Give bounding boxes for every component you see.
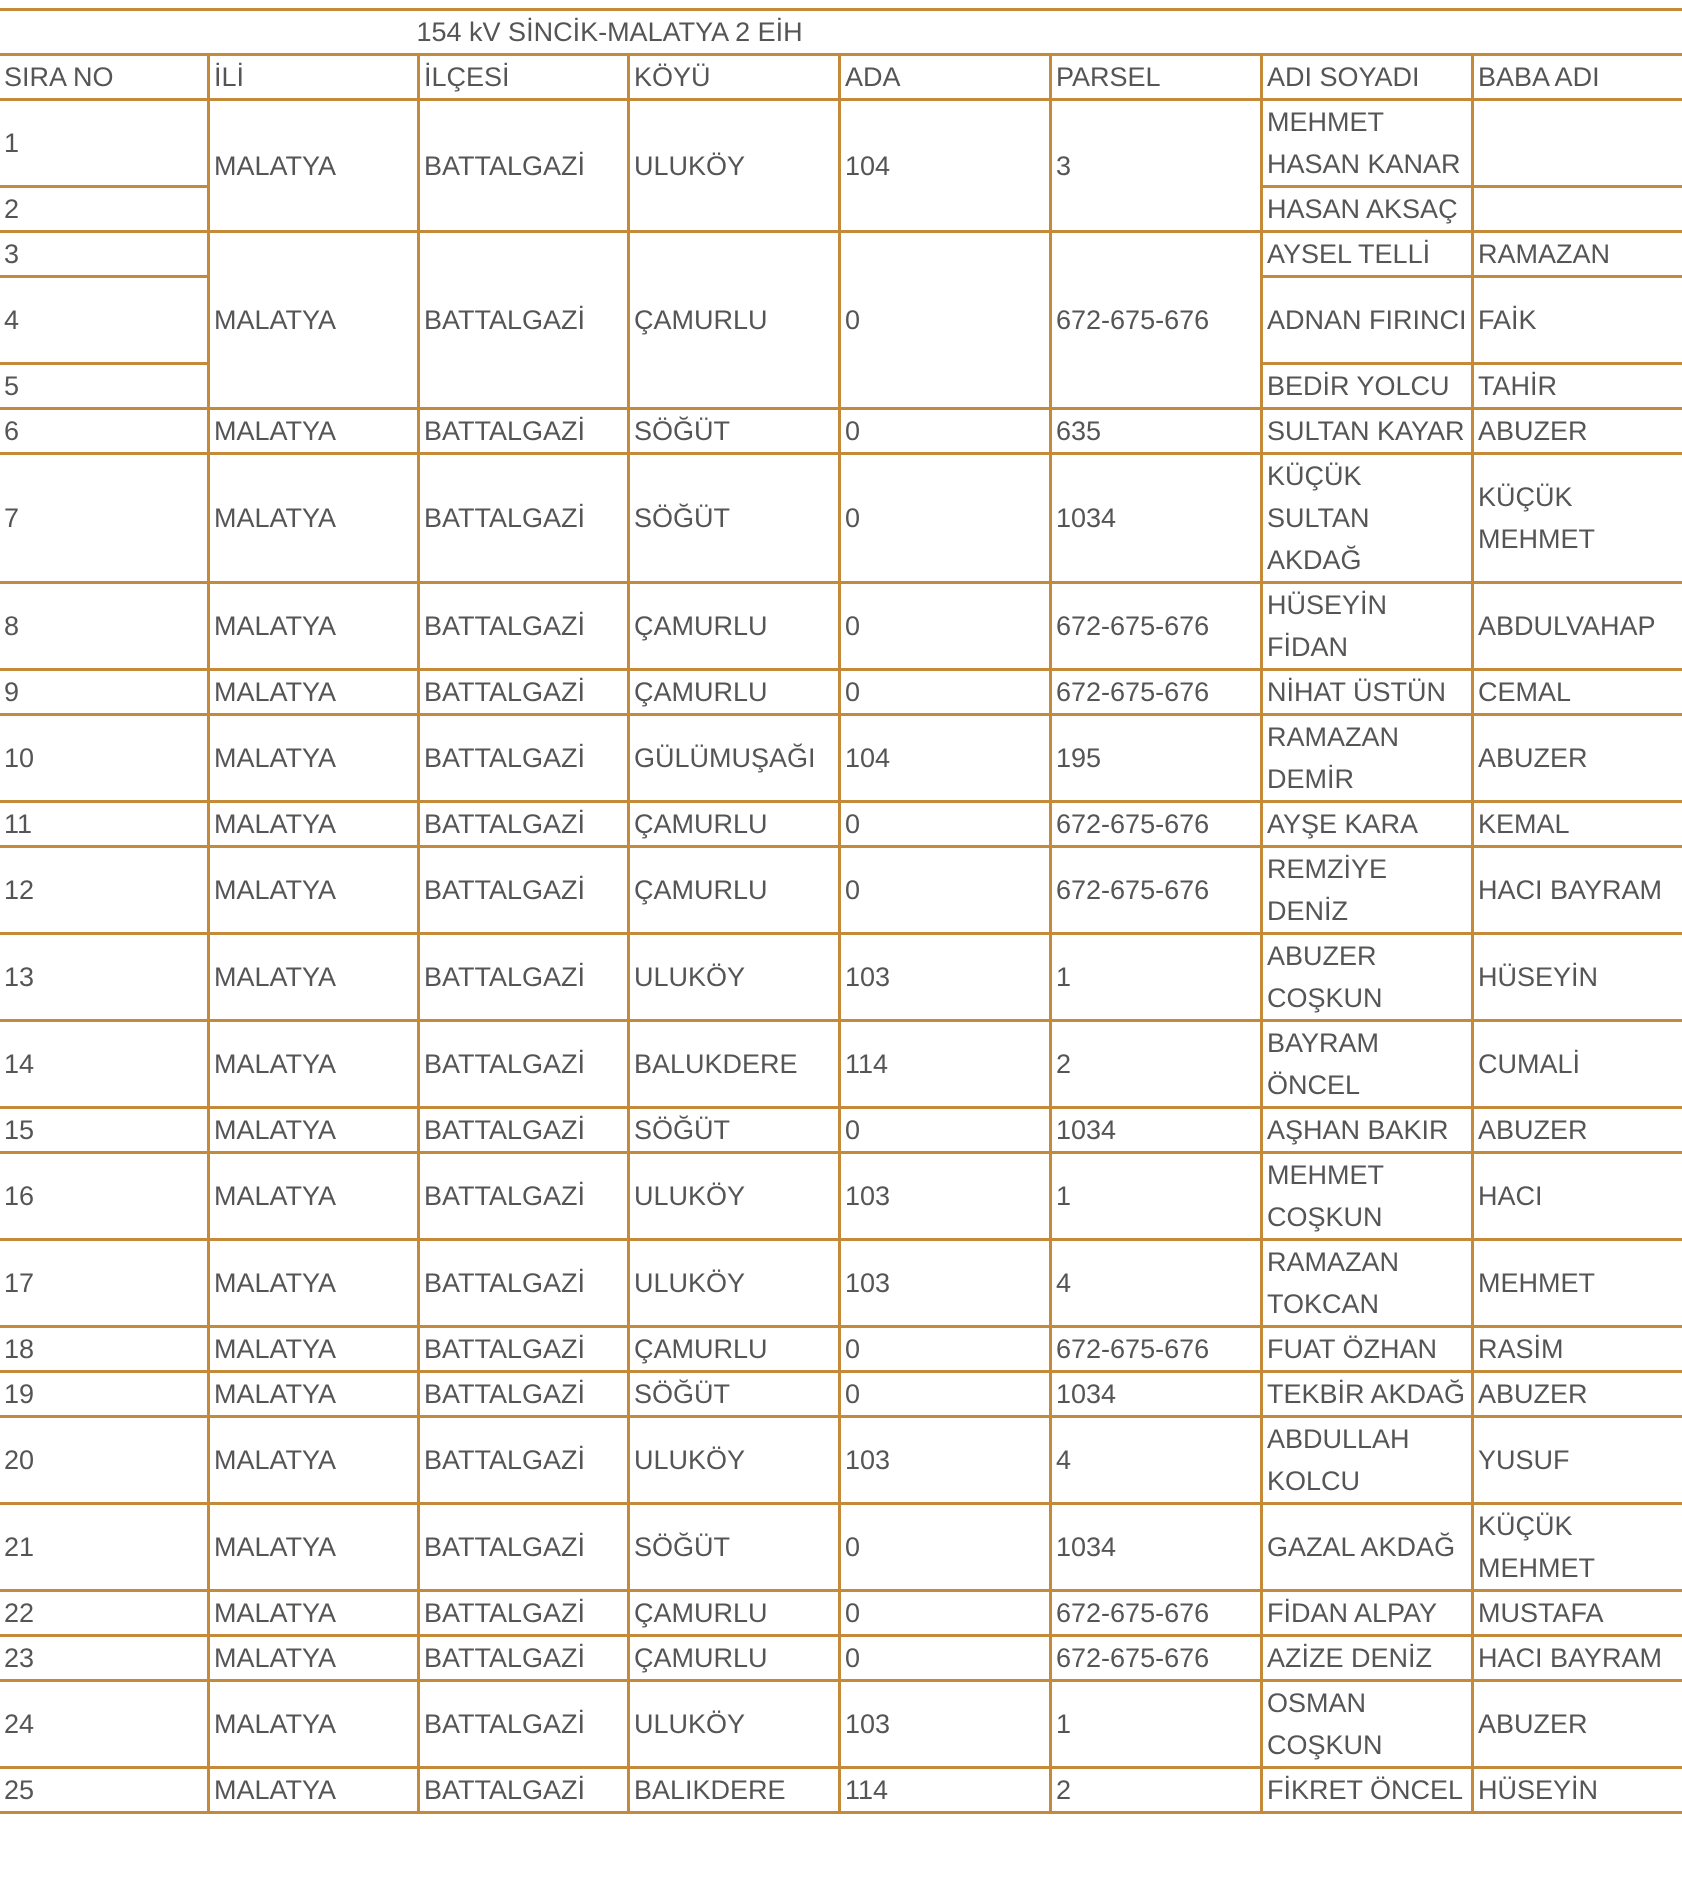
cell-ada: 0 (840, 583, 1051, 670)
cell-ada: 0 (840, 454, 1051, 583)
cell-baba-adi: HACI BAYRAM (1473, 1636, 1682, 1681)
cell-adi-soyadi: AŞHAN BAKIR (1262, 1108, 1473, 1153)
cell-parsel: 672-675-676 (1051, 847, 1262, 934)
cell-koyu: BALIKDERE (629, 1768, 840, 1813)
cell-ada: 0 (840, 1327, 1051, 1372)
cell-parsel: 2 (1051, 1768, 1262, 1813)
cell-sira-no: 5 (0, 364, 209, 409)
cell-ada: 114 (840, 1021, 1051, 1108)
table-row (0, 847, 1682, 934)
cell-baba-adi: HÜSEYİN (1473, 1768, 1682, 1813)
table-row (0, 1021, 1682, 1108)
cell-parsel: 4 (1051, 1417, 1262, 1504)
expropriation-table (0, 8, 1682, 1814)
cell-sira-no: 18 (0, 1327, 209, 1372)
cell-koyu: ÇAMURLU (629, 847, 840, 934)
cell-koyu: SÖĞÜT (629, 1504, 840, 1591)
cell-baba-adi: CUMALİ (1473, 1021, 1682, 1108)
cell-ili: MALATYA (209, 1636, 419, 1681)
cell-ada: 0 (840, 1636, 1051, 1681)
cell-parsel: 672-675-676 (1051, 670, 1262, 715)
cell-ada: 0 (840, 1504, 1051, 1591)
cell-koyu: ÇAMURLU (629, 232, 840, 409)
cell-sira-no: 4 (0, 277, 209, 364)
cell-ilcesi: BATTALGAZİ (419, 934, 629, 1021)
cell-baba-adi: HÜSEYİN (1473, 934, 1682, 1021)
cell-ilcesi: BATTALGAZİ (419, 454, 629, 583)
cell-ada: 0 (840, 1591, 1051, 1636)
cell-sira-no: 10 (0, 715, 209, 802)
table-row (0, 1153, 1682, 1240)
cell-sira-no: 15 (0, 1108, 209, 1153)
cell-parsel: 195 (1051, 715, 1262, 802)
cell-ilcesi: BATTALGAZİ (419, 1372, 629, 1417)
cell-koyu: ÇAMURLU (629, 1327, 840, 1372)
cell-sira-no: 17 (0, 1240, 209, 1327)
cell-parsel: 2 (1051, 1021, 1262, 1108)
cell-ili: MALATYA (209, 454, 419, 583)
cell-baba-adi: ABUZER (1473, 1372, 1682, 1417)
cell-sira-no: 25 (0, 1768, 209, 1813)
cell-ili: MALATYA (209, 802, 419, 847)
cell-adi-soyadi: AYSEL TELLİ (1262, 232, 1473, 277)
cell-ili: MALATYA (209, 1021, 419, 1108)
cell-sira-no: 22 (0, 1591, 209, 1636)
table-row (0, 934, 1682, 1021)
cell-ilcesi: BATTALGAZİ (419, 802, 629, 847)
cell-ili: MALATYA (209, 100, 419, 232)
cell-sira-no: 1 (0, 100, 209, 187)
cell-parsel: 672-675-676 (1051, 583, 1262, 670)
cell-adi-soyadi: SULTAN KAYAR (1262, 409, 1473, 454)
cell-ilcesi: BATTALGAZİ (419, 1417, 629, 1504)
table-row (0, 1372, 1682, 1417)
cell-parsel: 672-675-676 (1051, 802, 1262, 847)
cell-ili: MALATYA (209, 1240, 419, 1327)
cell-adi-soyadi: AZİZE DENİZ (1262, 1636, 1473, 1681)
cell-adi-soyadi: GAZAL AKDAĞ (1262, 1504, 1473, 1591)
cell-adi-soyadi: AYŞE KARA (1262, 802, 1473, 847)
cell-ili: MALATYA (209, 1591, 419, 1636)
cell-koyu: ÇAMURLU (629, 583, 840, 670)
cell-sira-no: 2 (0, 187, 209, 232)
cell-adi-soyadi: RAMAZAN DEMİR (1262, 715, 1473, 802)
cell-koyu: ULUKÖY (629, 1153, 840, 1240)
cell-baba-adi: MUSTAFA (1473, 1591, 1682, 1636)
cell-ili: MALATYA (209, 715, 419, 802)
cell-baba-adi (1473, 187, 1682, 232)
cell-koyu: BALUKDERE (629, 1021, 840, 1108)
cell-sira-no: 14 (0, 1021, 209, 1108)
cell-baba-adi: FAİK (1473, 277, 1682, 364)
cell-baba-adi (1473, 100, 1682, 187)
cell-adi-soyadi: MEHMET COŞKUN (1262, 1153, 1473, 1240)
cell-ada: 0 (840, 1372, 1051, 1417)
cell-sira-no: 24 (0, 1681, 209, 1768)
cell-sira-no: 11 (0, 802, 209, 847)
header-row (0, 55, 1682, 100)
cell-ilcesi: BATTALGAZİ (419, 1591, 629, 1636)
cell-koyu: SÖĞÜT (629, 454, 840, 583)
cell-sira-no: 12 (0, 847, 209, 934)
cell-ada: 103 (840, 1153, 1051, 1240)
header-ada: ADA (840, 55, 1051, 100)
cell-koyu: ÇAMURLU (629, 1636, 840, 1681)
cell-adi-soyadi: NİHAT ÜSTÜN (1262, 670, 1473, 715)
cell-baba-adi: HACI (1473, 1153, 1682, 1240)
cell-ada: 0 (840, 409, 1051, 454)
cell-koyu: SÖĞÜT (629, 1108, 840, 1153)
cell-ilcesi: BATTALGAZİ (419, 1021, 629, 1108)
table-row (0, 1504, 1682, 1591)
cell-adi-soyadi: BEDİR YOLCU (1262, 364, 1473, 409)
cell-ili: MALATYA (209, 1681, 419, 1768)
cell-ilcesi: BATTALGAZİ (419, 1636, 629, 1681)
cell-ilcesi: BATTALGAZİ (419, 232, 629, 409)
cell-baba-adi: YUSUF (1473, 1417, 1682, 1504)
table-row (0, 715, 1682, 802)
cell-adi-soyadi: RAMAZAN TOKCAN (1262, 1240, 1473, 1327)
cell-ada: 103 (840, 1417, 1051, 1504)
table-title: 154 kV SİNCİK-MALATYA 2 EİH (0, 10, 1682, 55)
table-row (0, 232, 1682, 277)
cell-adi-soyadi: FİDAN ALPAY (1262, 1591, 1473, 1636)
cell-ilcesi: BATTALGAZİ (419, 715, 629, 802)
cell-koyu: ULUKÖY (629, 1240, 840, 1327)
table-body (0, 409, 1682, 1813)
cell-ada: 104 (840, 100, 1051, 232)
cell-ili: MALATYA (209, 1153, 419, 1240)
cell-ada: 0 (840, 802, 1051, 847)
cell-baba-adi: HACI BAYRAM (1473, 847, 1682, 934)
cell-adi-soyadi: REMZİYE DENİZ (1262, 847, 1473, 934)
cell-baba-adi: RASİM (1473, 1327, 1682, 1372)
cell-ili: MALATYA (209, 409, 419, 454)
cell-koyu: ULUKÖY (629, 1681, 840, 1768)
cell-ili: MALATYA (209, 1768, 419, 1813)
cell-baba-adi: ABUZER (1473, 1681, 1682, 1768)
table-row (0, 409, 1682, 454)
cell-sira-no: 8 (0, 583, 209, 670)
cell-adi-soyadi: TEKBİR AKDAĞ (1262, 1372, 1473, 1417)
cell-sira-no: 3 (0, 232, 209, 277)
cell-ada: 0 (840, 1108, 1051, 1153)
header-parsel: PARSEL (1051, 55, 1262, 100)
cell-ada: 0 (840, 847, 1051, 934)
cell-ili: MALATYA (209, 232, 419, 409)
cell-parsel: 1 (1051, 1153, 1262, 1240)
cell-sira-no: 9 (0, 670, 209, 715)
cell-baba-adi: ABUZER (1473, 1108, 1682, 1153)
cell-baba-adi: KÜÇÜK MEHMET (1473, 1504, 1682, 1591)
header-adi-soyadi: ADI SOYADI (1262, 55, 1473, 100)
table-row (0, 1108, 1682, 1153)
cell-ilcesi: BATTALGAZİ (419, 1240, 629, 1327)
cell-adi-soyadi: HÜSEYİN FİDAN (1262, 583, 1473, 670)
cell-koyu: ÇAMURLU (629, 670, 840, 715)
cell-ilcesi: BATTALGAZİ (419, 670, 629, 715)
cell-sira-no: 6 (0, 409, 209, 454)
cell-baba-adi: KÜÇÜK MEHMET (1473, 454, 1682, 583)
cell-koyu: ÇAMURLU (629, 802, 840, 847)
cell-baba-adi: RAMAZAN (1473, 232, 1682, 277)
cell-ili: MALATYA (209, 583, 419, 670)
cell-parsel: 1 (1051, 934, 1262, 1021)
cell-koyu: SÖĞÜT (629, 409, 840, 454)
table-row (0, 1327, 1682, 1372)
cell-ili: MALATYA (209, 1108, 419, 1153)
table-row (0, 583, 1682, 670)
cell-parsel: 1034 (1051, 1372, 1262, 1417)
cell-parsel: 4 (1051, 1240, 1262, 1327)
cell-baba-adi: KEMAL (1473, 802, 1682, 847)
cell-ilcesi: BATTALGAZİ (419, 409, 629, 454)
cell-ili: MALATYA (209, 1504, 419, 1591)
cell-adi-soyadi: ADNAN FIRINCI (1262, 277, 1473, 364)
cell-parsel: 672-675-676 (1051, 1327, 1262, 1372)
header-baba-adi: BABA ADI (1473, 55, 1682, 100)
cell-parsel: 1034 (1051, 1108, 1262, 1153)
table-row (0, 454, 1682, 583)
header-ili: İLİ (209, 55, 419, 100)
table-row (0, 802, 1682, 847)
cell-adi-soyadi: MEHMET HASAN KANAR (1262, 100, 1473, 187)
header-ilcesi: İLÇESİ (419, 55, 629, 100)
cell-ilcesi: BATTALGAZİ (419, 100, 629, 232)
cell-baba-adi: ABUZER (1473, 409, 1682, 454)
cell-ada: 104 (840, 715, 1051, 802)
table-row (0, 1591, 1682, 1636)
cell-adi-soyadi: HASAN AKSAÇ (1262, 187, 1473, 232)
cell-ili: MALATYA (209, 847, 419, 934)
cell-adi-soyadi: FİKRET ÖNCEL (1262, 1768, 1473, 1813)
cell-sira-no: 23 (0, 1636, 209, 1681)
cell-baba-adi: MEHMET (1473, 1240, 1682, 1327)
cell-baba-adi: ABUZER (1473, 715, 1682, 802)
table-row (0, 1636, 1682, 1681)
header-koyu: KÖYÜ (629, 55, 840, 100)
cell-parsel: 635 (1051, 409, 1262, 454)
cell-ili: MALATYA (209, 934, 419, 1021)
cell-ada: 103 (840, 1681, 1051, 1768)
cell-ilcesi: BATTALGAZİ (419, 583, 629, 670)
cell-ilcesi: BATTALGAZİ (419, 1108, 629, 1153)
cell-baba-adi: CEMAL (1473, 670, 1682, 715)
cell-ili: MALATYA (209, 1417, 419, 1504)
cell-sira-no: 20 (0, 1417, 209, 1504)
cell-parsel: 672-675-676 (1051, 1636, 1262, 1681)
table-row (0, 1768, 1682, 1813)
cell-adi-soyadi: ABDULLAH KOLCU (1262, 1417, 1473, 1504)
cell-parsel: 1034 (1051, 1504, 1262, 1591)
cell-parsel: 3 (1051, 100, 1262, 232)
cell-ilcesi: BATTALGAZİ (419, 1681, 629, 1768)
cell-sira-no: 19 (0, 1372, 209, 1417)
cell-ili: MALATYA (209, 670, 419, 715)
cell-ilcesi: BATTALGAZİ (419, 1327, 629, 1372)
cell-ilcesi: BATTALGAZİ (419, 1768, 629, 1813)
cell-parsel: 672-675-676 (1051, 1591, 1262, 1636)
cell-sira-no: 21 (0, 1504, 209, 1591)
cell-ada: 114 (840, 1768, 1051, 1813)
header-sira-no: SIRA NO (0, 55, 209, 100)
cell-adi-soyadi: KÜÇÜK SULTAN AKDAĞ (1262, 454, 1473, 583)
cell-koyu: GÜLÜMUŞAĞI (629, 715, 840, 802)
cell-parsel: 1034 (1051, 454, 1262, 583)
cell-koyu: ULUKÖY (629, 1417, 840, 1504)
cell-sira-no: 16 (0, 1153, 209, 1240)
table-row (0, 1417, 1682, 1504)
cell-ilcesi: BATTALGAZİ (419, 847, 629, 934)
cell-ada: 103 (840, 934, 1051, 1021)
cell-ili: MALATYA (209, 1327, 419, 1372)
cell-sira-no: 7 (0, 454, 209, 583)
cell-parsel: 672-675-676 (1051, 232, 1262, 409)
cell-koyu: ULUKÖY (629, 100, 840, 232)
cell-adi-soyadi: ABUZER COŞKUN (1262, 934, 1473, 1021)
cell-ada: 103 (840, 1240, 1051, 1327)
cell-baba-adi: ABDULVAHAP (1473, 583, 1682, 670)
cell-baba-adi: TAHİR (1473, 364, 1682, 409)
cell-adi-soyadi: FUAT ÖZHAN (1262, 1327, 1473, 1372)
cell-koyu: ÇAMURLU (629, 1591, 840, 1636)
table-row (0, 1681, 1682, 1768)
cell-ada: 0 (840, 232, 1051, 409)
cell-parsel: 1 (1051, 1681, 1262, 1768)
cell-adi-soyadi: OSMAN COŞKUN (1262, 1681, 1473, 1768)
table-row (0, 670, 1682, 715)
cell-sira-no: 13 (0, 934, 209, 1021)
cell-adi-soyadi: BAYRAM ÖNCEL (1262, 1021, 1473, 1108)
cell-koyu: SÖĞÜT (629, 1372, 840, 1417)
cell-ili: MALATYA (209, 1372, 419, 1417)
table-row (0, 1240, 1682, 1327)
table-row (0, 100, 1682, 187)
title-row (0, 10, 1682, 55)
cell-ada: 0 (840, 670, 1051, 715)
cell-ilcesi: BATTALGAZİ (419, 1153, 629, 1240)
cell-koyu: ULUKÖY (629, 934, 840, 1021)
cell-ilcesi: BATTALGAZİ (419, 1504, 629, 1591)
